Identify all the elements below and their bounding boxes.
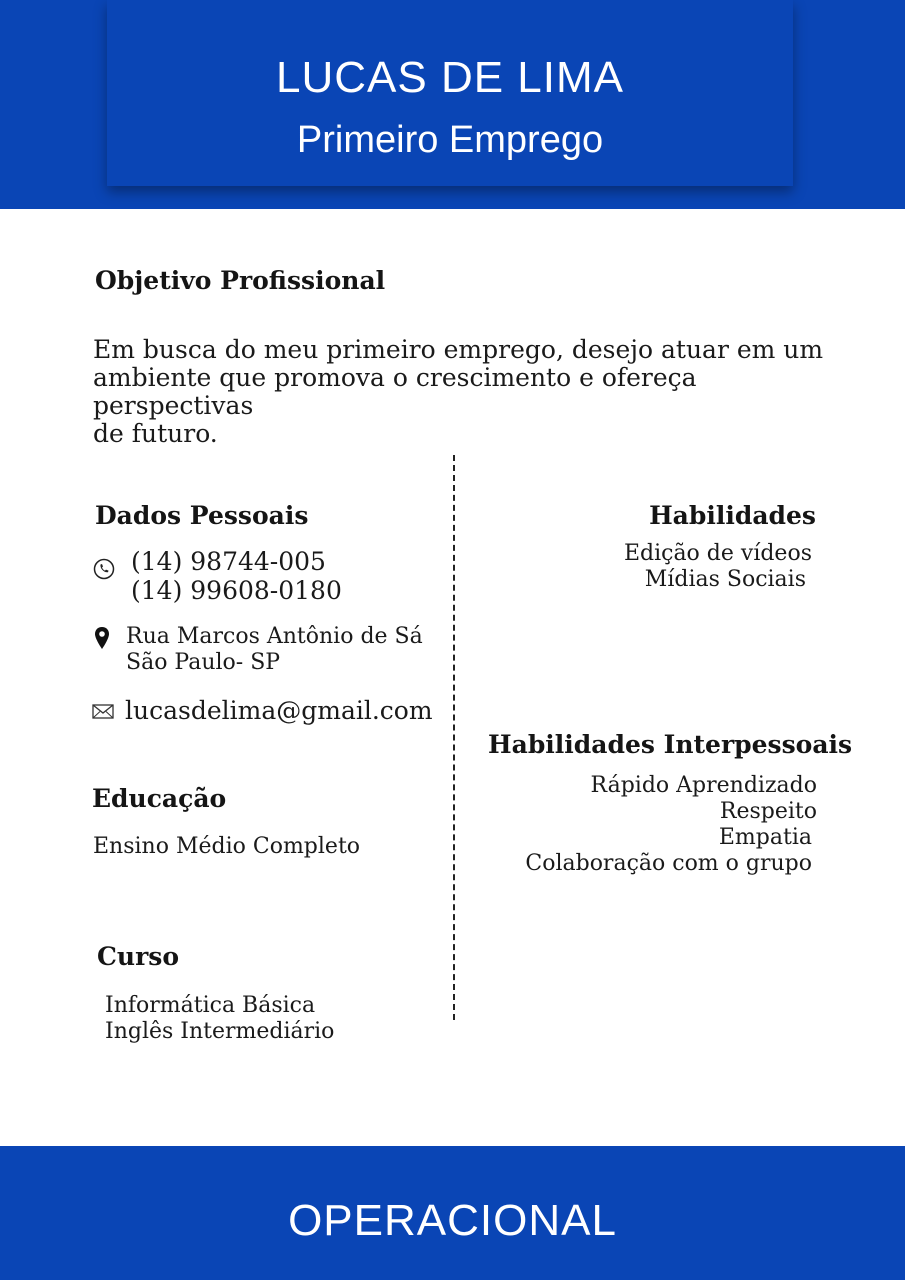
phone-number: (14) 99608-0180 (131, 576, 342, 605)
interpersonal-item: Empatia (718, 825, 812, 850)
resume-subtitle: Primeiro Emprego (296, 119, 604, 161)
education-item: Ensino Médio Completo (93, 834, 361, 859)
interpersonal-item: Colaboração com o grupo (525, 851, 812, 876)
education-title: Educação (92, 784, 227, 813)
personal-title: Dados Pessoais (95, 501, 309, 530)
objective-line: de futuro. (93, 419, 218, 448)
interpersonal-item: Rápido Aprendizado (590, 773, 817, 798)
column-divider (453, 455, 455, 1020)
interpersonal-title: Habilidades Interpessoais (488, 730, 853, 759)
skill-item: Mídias Sociais (644, 567, 806, 592)
phone-list (131, 547, 342, 605)
objective-line: ambiente que promova o crescimento e ofereça perspectivas (93, 363, 697, 420)
course-list (105, 993, 334, 1045)
footer-title: OPERACIONAL (288, 1196, 617, 1245)
skill-item: Edição de vídeos (623, 541, 812, 566)
interpersonal-list (480, 773, 820, 877)
email: lucasdelima@gmail.com (125, 696, 433, 725)
candidate-name: LUCAS DE LIMA (276, 53, 624, 102)
course-item: Inglês Intermediário (105, 1019, 335, 1044)
location-pin-icon (94, 626, 110, 650)
course-title: Curso (97, 942, 179, 971)
objective-title: Objetivo Profissional (95, 266, 386, 295)
address-line: São Paulo- SP (126, 650, 281, 675)
footer-band (0, 1146, 905, 1280)
address (126, 624, 423, 676)
skills-list (600, 541, 850, 593)
phone-icon (93, 558, 115, 580)
address-line: Rua Marcos Antônio de Sá (126, 624, 423, 649)
envelope-icon (92, 703, 114, 720)
objective-line: Em busca do meu primeiro emprego, desejo atuar em um (93, 335, 824, 364)
skills-title: Habilidades (649, 501, 816, 530)
header-card (107, 0, 793, 186)
objective-text (93, 336, 853, 448)
phone-number: (14) 98744-005 (131, 547, 326, 576)
interpersonal-item: Respeito (719, 799, 817, 824)
course-item: Informática Básica (105, 993, 316, 1018)
